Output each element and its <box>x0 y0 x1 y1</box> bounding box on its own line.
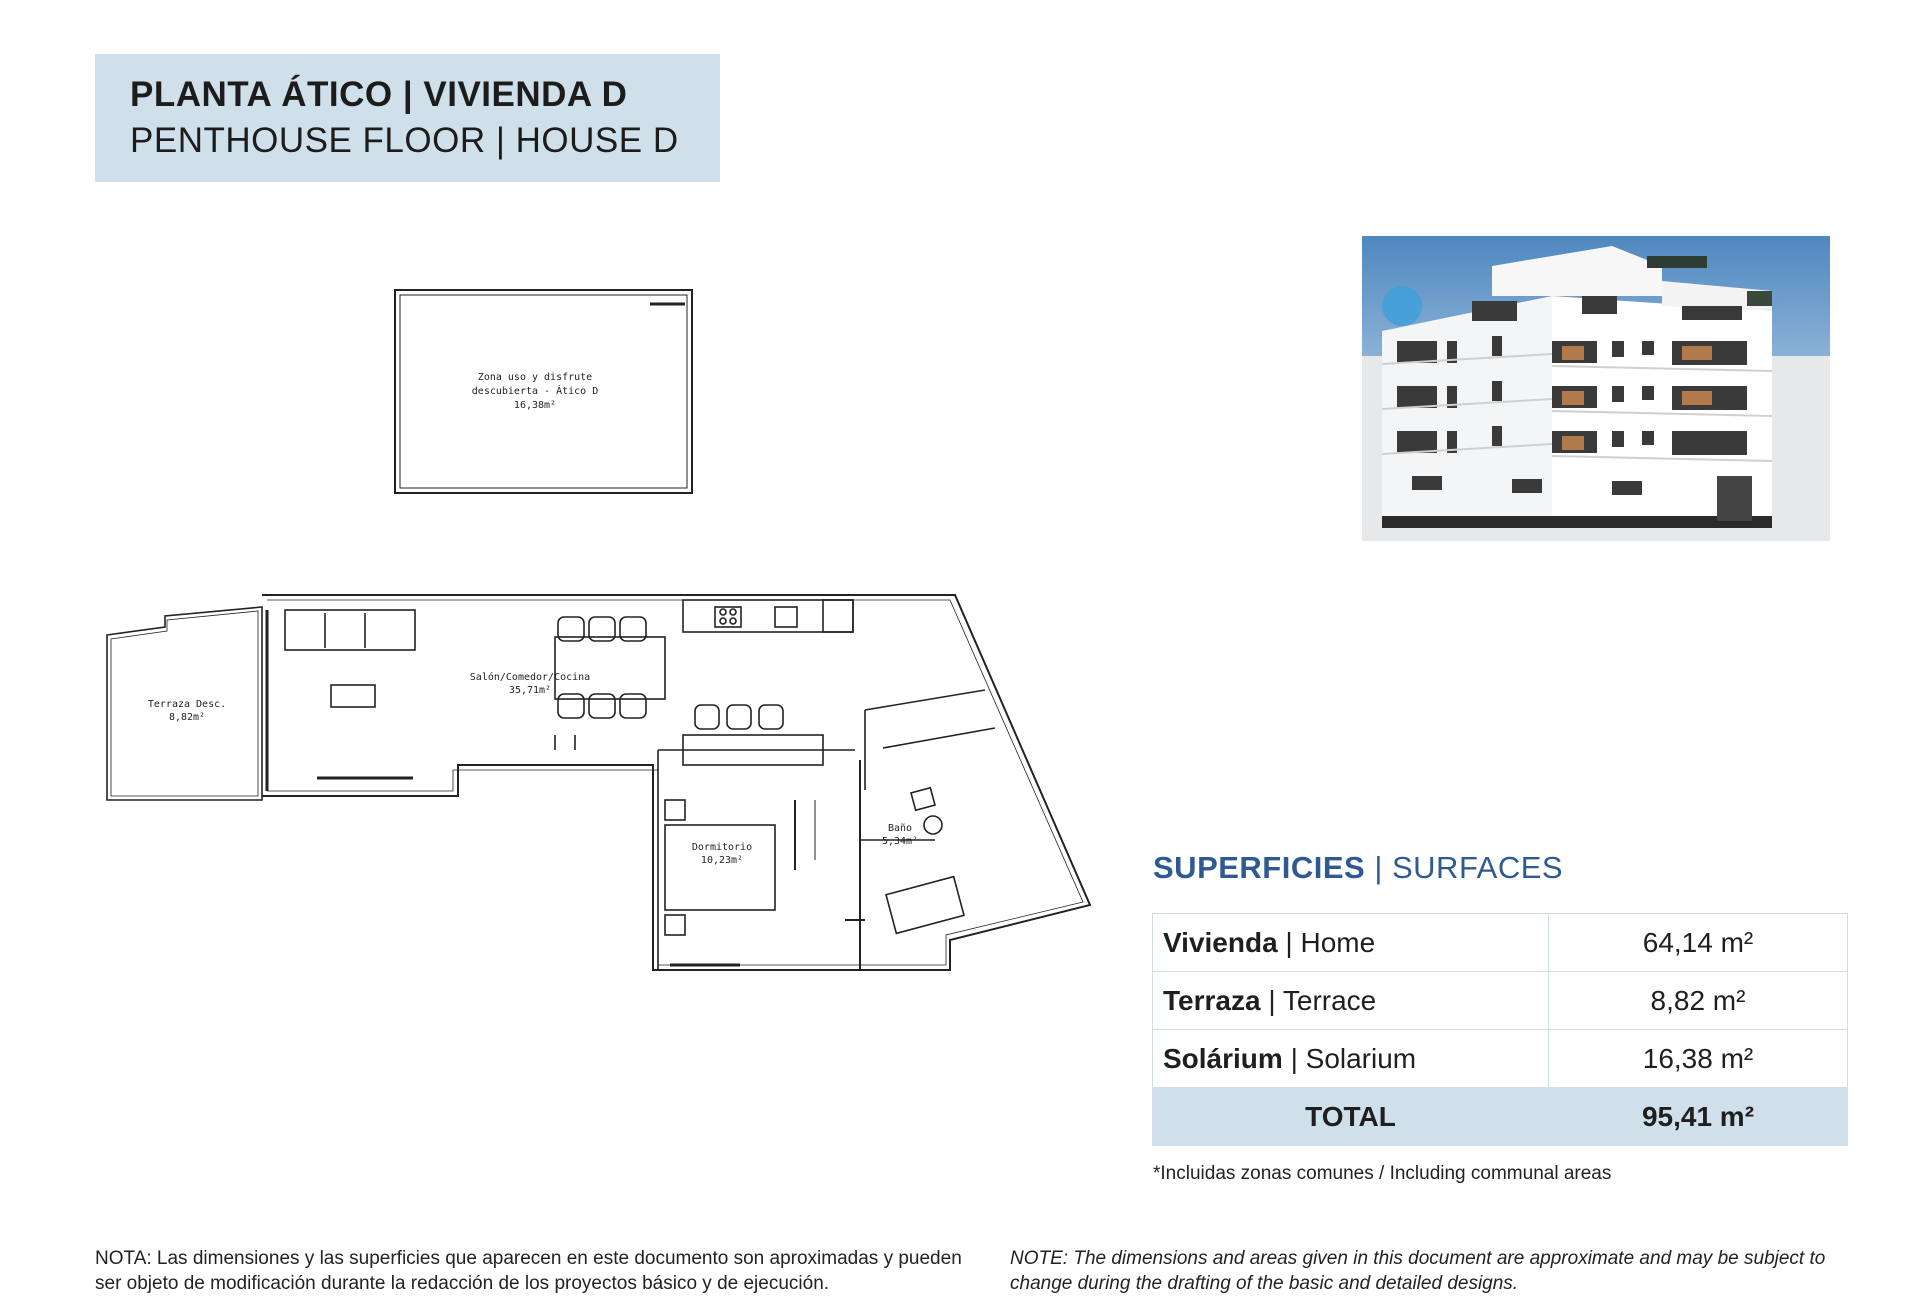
floor-plan <box>95 280 1095 980</box>
solarium-area: 16,38m² <box>513 400 557 411</box>
bath-area: 5,34m² <box>881 836 919 847</box>
total-label: TOTAL <box>1153 1088 1549 1146</box>
apartment-plan <box>107 595 1090 970</box>
solarium-label-2: descubierta - Ático D <box>471 386 599 397</box>
row-label-es: Solárium <box>1163 1042 1283 1074</box>
terrace-area: 8,82m² <box>168 712 206 723</box>
table-row <box>1153 972 1848 1030</box>
row-label-es: Terraza <box>1163 984 1261 1016</box>
title-box <box>95 54 720 182</box>
surfaces-table <box>1152 913 1848 1146</box>
bedroom-area: 10,23m² <box>700 855 744 866</box>
living-area: 35,71m² <box>508 685 552 696</box>
row-label <box>1153 972 1549 1030</box>
table-row <box>1153 914 1848 972</box>
row-label <box>1153 914 1549 972</box>
title-spanish: PLANTA ÁTICO | VIVIENDA D <box>130 75 628 114</box>
row-value: 8,82 m² <box>1549 972 1848 1030</box>
note-english: NOTE: The dimensions and areas given in this document are approximate and may be subject to change during the drafting of the basic and detailed designs. <box>1010 1248 1826 1294</box>
table-row <box>1153 1030 1848 1088</box>
total-row <box>1153 1088 1848 1146</box>
row-label-en: | Terrace <box>1260 984 1377 1016</box>
building-render-image <box>1362 236 1830 541</box>
communal-areas-footnote: *Incluidas zonas comunes / Including communal areas <box>1153 1163 1612 1184</box>
row-label-es: Vivienda <box>1163 926 1278 958</box>
solarium-label: Zona uso y disfrute <box>477 372 593 383</box>
living-label: Salón/Comedor/Cocina <box>469 672 591 683</box>
note-spanish: NOTA: Las dimensiones y las superficies que aparecen en este documento son aproximadas y pueden ser objeto de modificación durante la redacción de los proyectos básico y de ejecución. <box>95 1248 962 1294</box>
bedroom-label: Dormitorio <box>691 842 753 853</box>
surfaces-heading <box>1153 850 1563 886</box>
row-label-en: | Solarium <box>1282 1042 1417 1074</box>
surfaces-heading-en: | SURFACES <box>1365 850 1564 885</box>
row-label-en: | Home <box>1277 926 1376 958</box>
total-value: 95,41 m² <box>1549 1088 1848 1146</box>
row-value: 16,38 m² <box>1549 1030 1848 1088</box>
terrace-label: Terraza Desc. <box>147 699 227 710</box>
bath-label: Baño <box>887 823 913 834</box>
row-label <box>1153 1030 1549 1088</box>
surfaces-heading-es: SUPERFICIES <box>1153 850 1366 885</box>
row-value: 64,14 m² <box>1549 914 1848 972</box>
title-english: PENTHOUSE FLOOR | HOUSE D <box>130 121 679 160</box>
